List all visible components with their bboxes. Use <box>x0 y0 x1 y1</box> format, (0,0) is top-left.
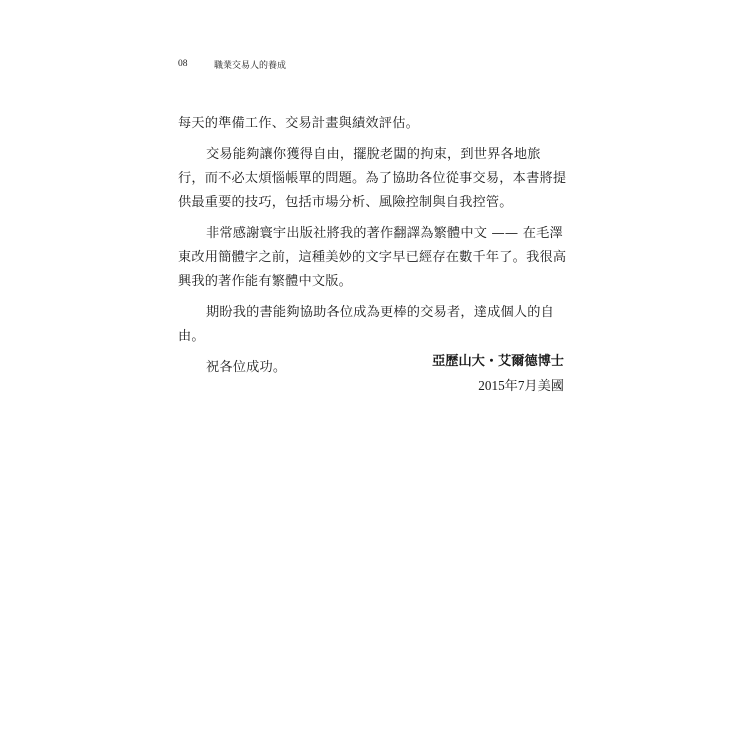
text-line: 供最重要的技巧，包括市場分析、風險控制與自我控管。 <box>178 195 513 210</box>
text-line: 非常感謝寰宇出版社將我的著作翻譯為繁體中文 —— 在毛澤 <box>206 226 563 241</box>
text-line: 由。 <box>178 329 205 344</box>
paragraph-hope <box>178 301 570 349</box>
signature-block <box>432 350 564 398</box>
body-text <box>178 112 570 387</box>
text-line: 期盼我的書能夠協助各位成為更棒的交易者，達成個人的自 <box>206 305 555 320</box>
text-line: 東改用簡體字之前，這種美妙的文字早已經存在數千年了。我很高 <box>178 250 567 265</box>
text-line: 行，而不必太煩惱帳單的問題。為了協助各位從事交易，本書將提 <box>178 171 567 186</box>
paragraph-freedom <box>178 143 570 215</box>
text-line: 祝各位成功。 <box>206 360 287 375</box>
text-line: 交易能夠讓你獲得自由，擺脫老闆的拘束，到世界各地旅 <box>206 147 541 162</box>
paragraph-thanks <box>178 222 570 294</box>
page-header <box>178 56 286 72</box>
signature-date: 2015年7月美國 <box>478 378 564 393</box>
text-line: 興我的著作能有繁體中文版。 <box>178 274 353 289</box>
page-number: 08 <box>178 59 188 69</box>
author-name: 亞歷山大・艾爾德博士 <box>432 354 564 369</box>
running-title: 職業交易人的養成 <box>214 60 287 71</box>
text-line: 每天的準備工作、交易計畫與績效評估。 <box>178 116 419 131</box>
paragraph-continuation <box>178 112 570 136</box>
